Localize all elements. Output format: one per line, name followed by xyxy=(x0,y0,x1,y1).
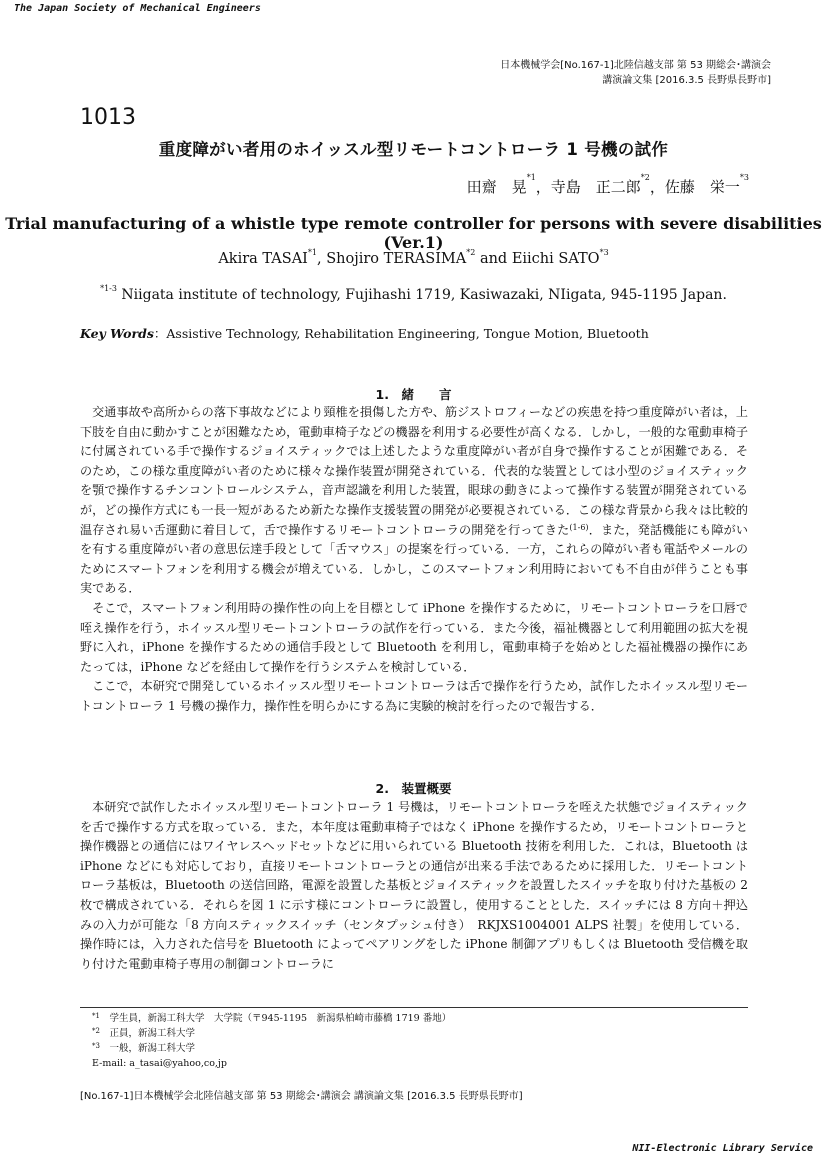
japanese-title: 重度障がい者用のホイッスル型リモートコントローラ 1 号機の試作 xyxy=(158,140,669,159)
footnote-3 xyxy=(92,1041,451,1056)
author-jp-2: ，寺島 正二郎 xyxy=(535,178,641,196)
author-en-2: , Shojiro TERASIMA xyxy=(317,251,467,267)
author-mark: *3 xyxy=(599,248,609,257)
society-banner: The Japan Society of Mechanical Engineers xyxy=(14,3,261,14)
conference-header xyxy=(500,58,771,88)
author-mark: *1 xyxy=(526,173,536,182)
author-mark: *3 xyxy=(739,173,749,182)
author-mark: *2 xyxy=(466,248,476,257)
paragraph-text: ．また，発話機能にも障がいを有する重度障がい者の意思伝達手段として「舌マウス」の提案を行っている．一方，これらの障がい者も電話やメールのためにスマートフォンを利用する機会が増えている．しかし，このスマートフォン利用時においても不自由が伴うことも事実である． xyxy=(80,522,748,596)
paragraph-text: 交通事故や高所からの落下事故などにより頸椎を損傷した方や、筋ジストロフィーなどの疾患を持つ重度障がい者は，上下肢を自由に動かすことが困難なため，電動車椅子などの機器を利用する必要性が高くなる．しかし，一般的な電動車椅子に付属されている手で操作するジョイスティックでは上述したような重度障がい者が自身で操作することが困難である．そのため，この様な重度障がい者のために様々な操作装置が開発されている．代表的な装置としては小型のジョイスティックを顎で操作するチンコントロールシステム，音声認識を利用した装置，眼球の動きによって操作する装置が開発されているが，どの操作方式にも一長一短があるため新たな操作支援装置の開発が必要視されている．この様な背景から我々は比較的温存され易い舌運動に着目して，舌で操作するリモートコントローラの開発を行ってきた xyxy=(80,405,748,537)
english-authors xyxy=(0,248,827,267)
keywords-text: ：Assistive Technology, Rehabilitation Engineering, Tongue Motion, Bluetooth xyxy=(153,326,649,341)
section-1-body xyxy=(80,403,748,717)
footnote-1 xyxy=(92,1011,451,1026)
conference-footer: [No.167-1]日本機械学会北陸信越支部 第 53 期総会･講演会 講演論文集 [2016.3.5 長野県長野市] xyxy=(80,1091,523,1102)
footnote-text: 学生員，新潟工科大学 大学院（〒945-1195 新潟県柏崎市藤橋 1719 番地） xyxy=(109,1013,452,1024)
author-jp-1: 田齋 晃 xyxy=(466,178,527,196)
nii-banner: NII-Electronic Library Service xyxy=(632,1143,813,1154)
keywords xyxy=(80,324,649,342)
affiliation xyxy=(0,284,827,303)
japanese-authors xyxy=(466,173,749,197)
footnote-mark: *1 xyxy=(92,1012,100,1020)
conference-header-line2: 講演論文集 [2016.3.5 長野県長野市] xyxy=(602,75,771,86)
author-mark: *1 xyxy=(307,248,317,257)
author-mark: *2 xyxy=(640,173,650,182)
author-en-3: and Eiichi SATO xyxy=(475,251,600,267)
conference-header-line1: 日本機械学会[No.167-1]北陸信越支部 第 53 期総会･講演会 xyxy=(500,60,771,71)
affiliation-text: Niigata institute of technology, Fujihashi 1719, Kasiwazaki, NIigata, 945-1195 Japan. xyxy=(116,287,727,303)
keywords-label: Key Words xyxy=(80,326,154,341)
author-en-1: Akira TASAI xyxy=(218,251,308,267)
section-1-heading: 1. 緒 言 xyxy=(375,387,452,402)
paragraph: そこで，スマートフォン利用時の操作性の向上を目標として iPhone を操作するために，リモートコントローラを口唇で咥え操作を行う，ホイッスル型リモートコントローラの試作を行っている．また今後，福祉機器として利用範囲の拡大を視野に入れ，iPhone を操作するための通信手段として Bluetooth を利用し，電動車椅子を始めとした福祉機器の操作にあたっては，iPhone などを経由して操作を行うシステムを検討している． xyxy=(80,600,748,674)
paper-number: 1013 xyxy=(80,105,136,130)
footnote-text: 一般，新潟工科大学 xyxy=(109,1043,195,1054)
section-2-body xyxy=(80,798,748,974)
footnotes xyxy=(92,1011,451,1071)
footnote-email: E-mail: a_tasai@yahoo,co,jp xyxy=(92,1058,227,1069)
paragraph: ここで，本研究で開発しているホイッスル型リモートコントローラは舌で操作を行うため，試作したホイッスル型リモートコントローラ 1 号機の操作力，操作性を明らかにする為に実験的検討を行ったので報告する． xyxy=(80,679,748,713)
paragraph: 本研究で試作したホイッスル型リモートコントローラ 1 号機は，リモートコントローラを咥えた状態でジョイスティックを舌で操作する方式を取っている．また，本年度は電動車椅子ではなく iPhone を操作するため，リモートコントローラと操作機器との通信にはワイヤレスヘッドセットなどに用いられている Bluetooth 技術を利用した．これは，Bluetooth は iPhone などにも対応しており，直接リモートコントローラとの通信が出来る手法であるために採用した．リモートコントローラ基板は，Bluetooth の送信回路，電源を設置した基板とジョイスティックを設置したスイッチを取り付けた基板の 2 枚で構成されている．それらを図 1 に示す様にコントローラに設置し，使用することとした．スイッチには 8 方向＋押込みの入力が可能な「8 方向スティックスイッチ（センタプッシュ付き） RKJXS1004001 ALPS 社製」を使用している．操作時には，入力された信号を Bluetooth によってペアリングをした iPhone 制御アプリもしくは Bluetooth 受信機を取り付けた電動車椅子専用の制御コントローラに xyxy=(80,800,748,971)
affiliation-mark: *1-3 xyxy=(100,284,117,293)
footnote-mark: *3 xyxy=(92,1042,100,1050)
citation: (1-6) xyxy=(569,522,589,532)
paragraph xyxy=(80,403,748,599)
section-2-heading: 2. 装置概要 xyxy=(375,781,452,796)
footnote-2 xyxy=(92,1026,451,1041)
footnote-text: 正員，新潟工科大学 xyxy=(109,1028,195,1039)
footnote-divider xyxy=(80,1007,748,1008)
author-jp-3: ，佐藤 栄一 xyxy=(649,178,740,196)
english-title: Trial manufacturing of a whistle type remote controller for persons with severe disabilities (Ver.1) xyxy=(5,214,822,252)
footnote-mark: *2 xyxy=(92,1027,100,1035)
